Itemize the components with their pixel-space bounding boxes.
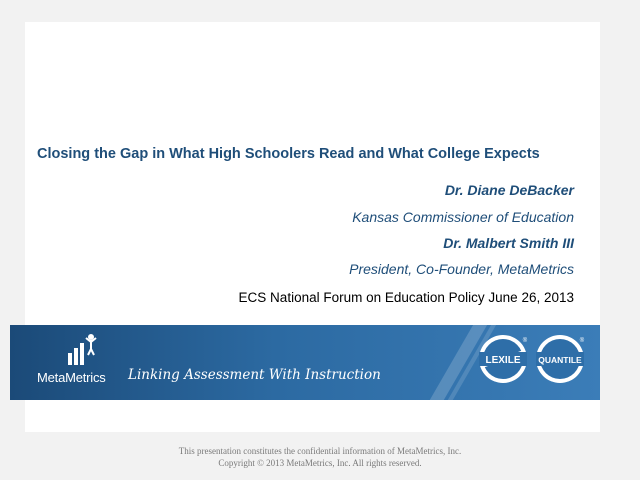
metametrics-logo: MetaMetrics [37,370,106,385]
presenter-role-1: Kansas Commissioner of Education [352,209,574,225]
event-line: ECS National Forum on Education Policy June 26, 2013 [238,290,574,305]
bar-chart-figure-icon [64,331,104,367]
lexile-badge-icon [477,333,529,385]
lexile-label: LEXILE [485,355,521,366]
slide-title: Closing the Gap in What High Schoolers Read and What College Expects [37,146,540,162]
quantile-registered-mark: ® [579,338,585,344]
presenter-role-2: President, Co-Founder, MetaMetrics [349,261,574,277]
presenter-name-1: Dr. Diane DeBacker [444,182,574,198]
tagline: Linking Assessment With Instruction [128,367,381,383]
quantile-badge-icon [534,333,586,385]
quantile-label: QUANTILE [538,355,582,365]
confidential-notice: This presentation constitutes the confidential information of MetaMetrics, Inc. [178,446,462,456]
copyright-notice: Copyright © 2013 MetaMetrics, Inc. All rights reserved. [218,458,422,468]
presenter-name-2: Dr. Malbert Smith III [443,235,574,251]
lexile-registered-mark: ® [522,338,528,344]
